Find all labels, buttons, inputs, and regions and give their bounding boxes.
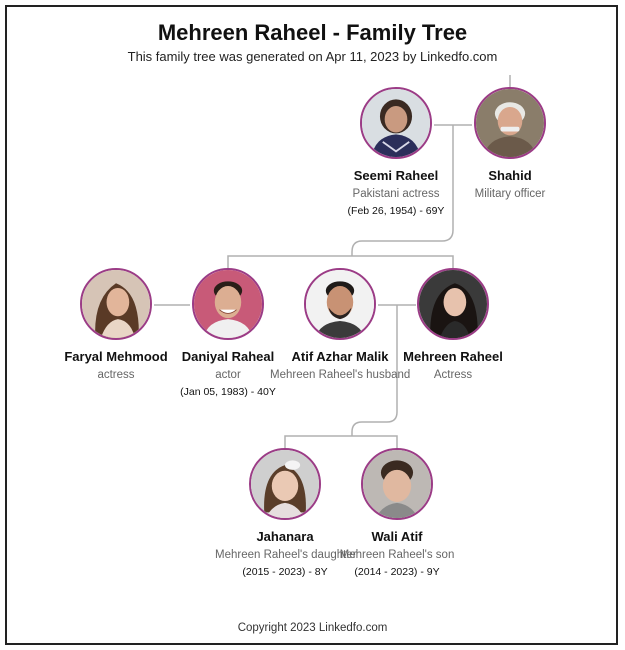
portrait-image: [82, 270, 150, 338]
person-dates: (2014 - 2023) - 9Y: [354, 566, 440, 578]
person-name: Mehreen Raheel: [403, 349, 503, 364]
person-role: Military officer: [474, 188, 546, 200]
person-mehreen-raheel[interactable]: [383, 268, 523, 381]
person-wali-atif[interactable]: [327, 448, 467, 578]
person-dates: (Feb 26, 1954) - 69Y: [347, 205, 445, 217]
avatar: [249, 448, 321, 520]
avatar: [361, 448, 433, 520]
page-title: Mehreen Raheel - Family Tree: [157, 20, 468, 45]
avatar: [304, 268, 376, 340]
person-name: Seemi Raheel: [353, 168, 439, 183]
portrait-image: [194, 270, 262, 338]
person-name: Atif Azhar Malik: [291, 349, 389, 364]
person-name: Daniyal Raheal: [181, 349, 275, 364]
person-role: Mehreen Raheel's daughter: [215, 549, 357, 561]
person-name: Faryal Mehmood: [64, 349, 168, 364]
portrait-image: [362, 89, 430, 157]
person-role: Mehreen Raheel's husband: [270, 369, 411, 381]
avatar: [417, 268, 489, 340]
portrait-image: [306, 270, 374, 338]
copyright-footer: Copyright 2023 Linkedfo.com: [237, 622, 388, 634]
person-name: Jahanara: [256, 529, 314, 544]
avatar: [360, 87, 432, 159]
person-name: Shahid: [488, 168, 532, 183]
person-name: Wali Atif: [371, 529, 423, 544]
portrait-image: [419, 270, 487, 338]
person-shahid[interactable]: [440, 87, 580, 200]
person-role: Pakistani actress: [352, 188, 440, 200]
person-role: Mehreen Raheel's son: [339, 549, 455, 561]
person-dates: (Jan 05, 1983) - 40Y: [180, 386, 276, 398]
avatar: [80, 268, 152, 340]
avatar: [474, 87, 546, 159]
person-role: actor: [215, 369, 241, 381]
person-role: actress: [97, 369, 135, 381]
person-role: Actress: [433, 369, 473, 381]
person-dates: (2015 - 2023) - 8Y: [242, 566, 328, 578]
portrait-image: [476, 89, 544, 157]
portrait-image: [251, 450, 319, 518]
page-subtitle: This family tree was generated on Apr 11, 2023 by Linkedfo.com: [127, 49, 498, 64]
portrait-image: [363, 450, 431, 518]
avatar: [192, 268, 264, 340]
